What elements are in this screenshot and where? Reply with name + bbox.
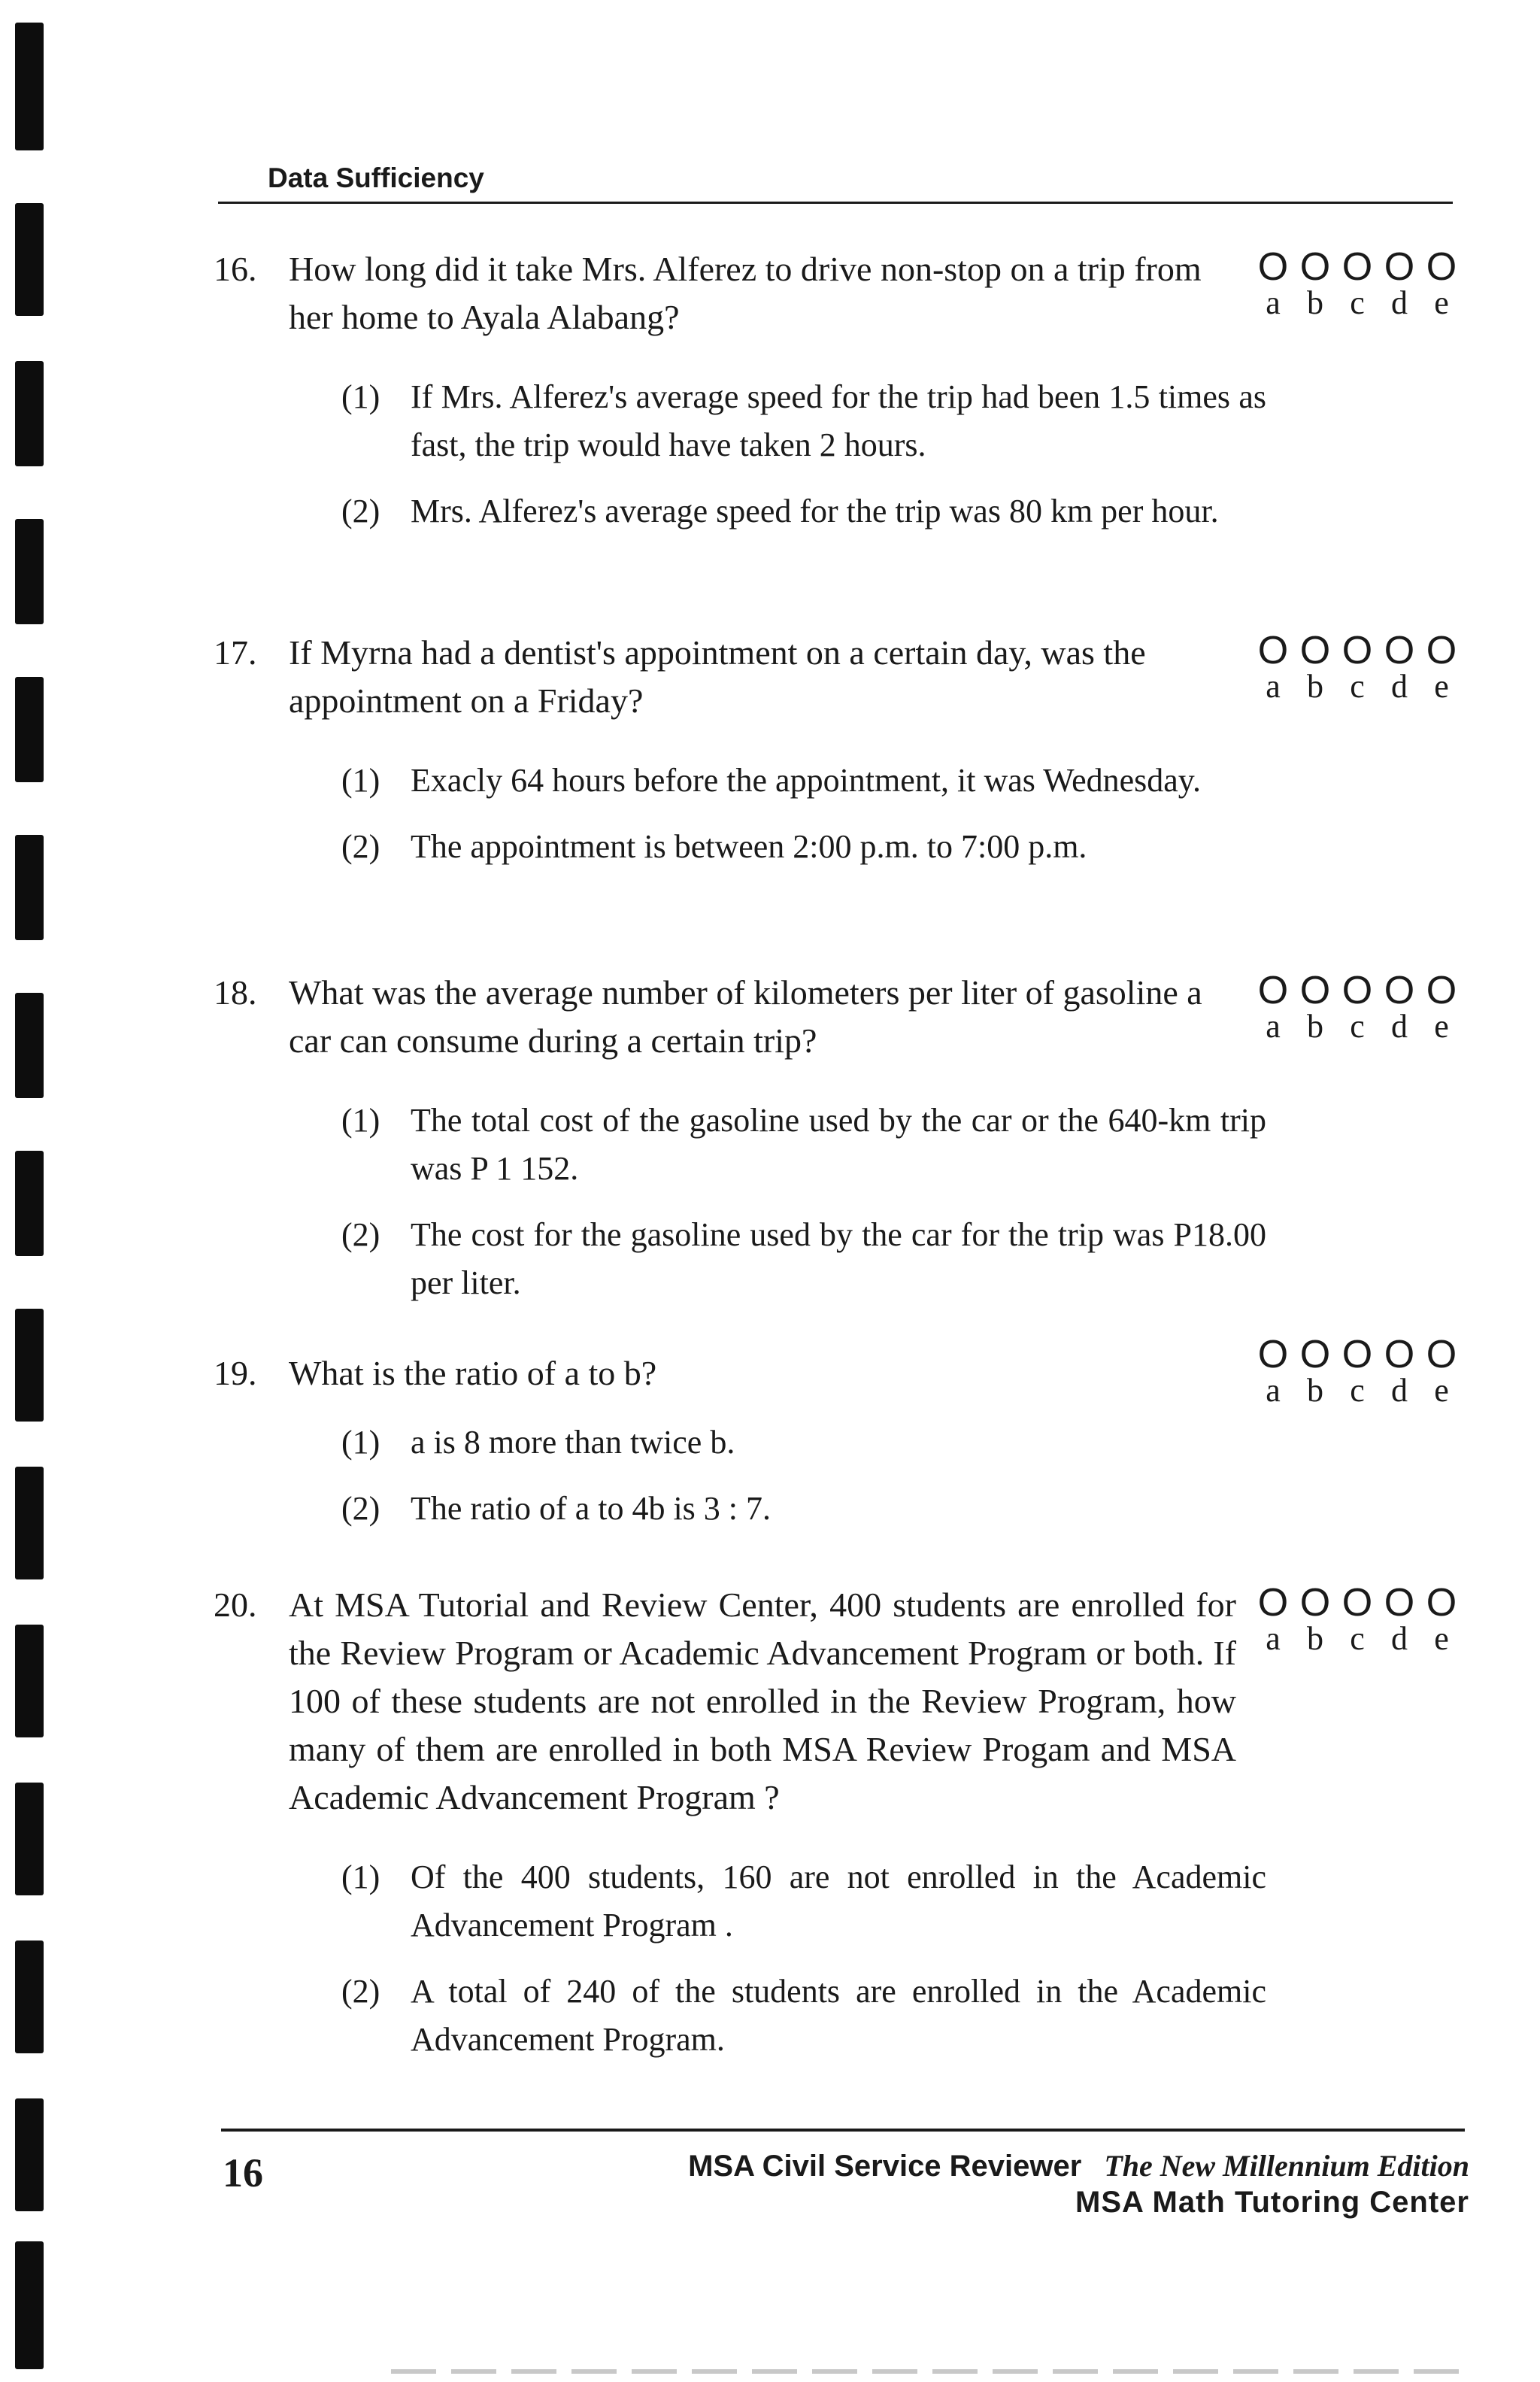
binding-hole <box>15 993 44 1098</box>
statements <box>341 1419 1266 1533</box>
statement-text: A total of 240 of the students are enrolled in the Academic Advancement Program. <box>411 1973 1266 2058</box>
statements <box>341 1097 1266 1307</box>
header-rule <box>218 202 1453 204</box>
question-17 <box>214 629 1477 889</box>
statement-1 <box>341 1853 1266 1950</box>
question-number: 17. <box>214 633 257 672</box>
binding-hole <box>15 1625 44 1737</box>
answer-bubble-a[interactable]: O <box>1257 1333 1289 1376</box>
choice-letter-e: e <box>1434 1372 1449 1409</box>
binding-hole <box>15 2098 44 2211</box>
statement-1 <box>341 757 1266 805</box>
choice-letter-e: e <box>1434 1008 1449 1045</box>
question-text: At MSA Tutorial and Review Center, 400 students are enrolled for the Review Program or Academic Advancement Program or both. If 100 of these students are not enrolled in the Review Program, how many of them are enrolled in both MSA Review Progam and MSA Academic Advancement Program ? <box>289 1585 1236 1816</box>
answer-bubble-a[interactable]: O <box>1257 629 1289 672</box>
answer-bubbles <box>1256 969 1459 1045</box>
publisher-name: MSA Math Tutoring Center <box>1075 2186 1469 2219</box>
choice-letter-c: c <box>1350 668 1365 705</box>
answer-bubble-c[interactable]: O <box>1341 245 1373 289</box>
question-number: 20. <box>214 1585 257 1624</box>
statement-text: If Mrs. Alferez's average speed for the trip had been 1.5 times as fast, the trip would have taken 2 hours. <box>411 378 1266 463</box>
answer-bubbles <box>1256 1581 1459 1657</box>
statement-text: Of the 400 students, 160 are not enrolled in the Academic Advancement Program . <box>411 1859 1266 1944</box>
statement-number: (2) <box>341 1216 380 1253</box>
statement-text: Exacly 64 hours before the appointment, it was Wednesday. <box>411 762 1201 799</box>
answer-bubble-d[interactable]: O <box>1384 1333 1415 1376</box>
binding-hole <box>15 203 44 316</box>
statement-number: (2) <box>341 1973 380 2010</box>
binding-hole <box>15 519 44 624</box>
binding-hole <box>15 1940 44 2053</box>
statement-text: The ratio of a to 4b is 3 : 7. <box>411 1490 772 1527</box>
answer-bubble-b[interactable]: O <box>1299 969 1331 1012</box>
spiral-binding <box>15 0 45 2382</box>
answer-bubble-b[interactable]: O <box>1299 245 1331 289</box>
footer-publisher-line <box>1075 2184 1469 2220</box>
answer-bubble-e[interactable]: O <box>1426 1581 1457 1625</box>
choice-letter-b: b <box>1307 1372 1323 1409</box>
edition-label: The New Millennium Edition <box>1104 2149 1469 2183</box>
answer-bubbles <box>1256 629 1459 705</box>
statement-number: (2) <box>341 828 380 865</box>
question-number: 19. <box>214 1354 257 1392</box>
choice-letter-e: e <box>1434 1620 1449 1657</box>
question-text: If Myrna had a dentist's appointment on a certain day, was the appointment on a Friday? <box>289 633 1146 720</box>
choice-letter-c: c <box>1350 1372 1365 1409</box>
page-number: 16 <box>223 2150 263 2195</box>
answer-bubble-a[interactable]: O <box>1257 245 1289 289</box>
answer-bubbles <box>1256 245 1459 321</box>
choice-letter-d: d <box>1391 284 1408 321</box>
answer-bubble-d[interactable]: O <box>1384 969 1415 1012</box>
footer-book-line <box>688 2148 1469 2183</box>
binding-hole <box>15 23 44 150</box>
statement-number: (1) <box>341 1424 380 1461</box>
choice-letter-b: b <box>1307 668 1323 705</box>
statement-text: The cost for the gasoline used by the car for the trip was P18.00 per liter. <box>411 1216 1266 1301</box>
choice-letter-a: a <box>1266 668 1281 705</box>
binding-hole <box>15 835 44 940</box>
question-text: What was the average number of kilometers per liter of gasoline a car can consume during a certain trip? <box>289 973 1202 1060</box>
answer-bubble-e[interactable]: O <box>1426 245 1457 289</box>
binding-hole <box>15 1309 44 1422</box>
choice-letter-c: c <box>1350 284 1365 321</box>
scan-artifact <box>391 2369 1459 2374</box>
choice-letter-a: a <box>1266 1620 1281 1657</box>
question-16 <box>214 245 1477 554</box>
answer-bubble-b[interactable]: O <box>1299 629 1331 672</box>
choice-letter-b: b <box>1307 1620 1323 1657</box>
question-text: How long did it take Mrs. Alferez to drive non-stop on a trip from her home to Ayala Alabang? <box>289 250 1202 336</box>
statement-number: (2) <box>341 493 380 530</box>
choice-letter-a: a <box>1266 284 1281 321</box>
statement-number: (1) <box>341 1102 380 1139</box>
statement-1 <box>341 373 1266 469</box>
statement-text: The appointment is between 2:00 p.m. to 7:00 p.m. <box>411 828 1087 865</box>
statement-2 <box>341 823 1266 871</box>
question-20 <box>214 1581 1477 2082</box>
answer-bubble-c[interactable]: O <box>1341 1581 1373 1625</box>
answer-bubble-e[interactable]: O <box>1426 1333 1457 1376</box>
statements <box>341 1853 1266 2064</box>
choice-letter-d: d <box>1391 1008 1408 1045</box>
answer-bubble-c[interactable]: O <box>1341 1333 1373 1376</box>
statement-number: (1) <box>341 378 380 415</box>
statement-2 <box>341 1968 1266 2064</box>
statement-1 <box>341 1097 1266 1193</box>
question-number: 18. <box>214 973 257 1012</box>
binding-hole <box>15 361 44 466</box>
statement-text: Mrs. Alferez's average speed for the trip was 80 km per hour. <box>411 493 1219 530</box>
choice-letter-e: e <box>1434 284 1449 321</box>
answer-bubble-e[interactable]: O <box>1426 629 1457 672</box>
answer-bubble-c[interactable]: O <box>1341 629 1373 672</box>
statement-number: (1) <box>341 762 380 799</box>
statement-text: a is 8 more than twice b. <box>411 1424 735 1461</box>
statement-number: (2) <box>341 1490 380 1527</box>
choice-letter-b: b <box>1307 284 1323 321</box>
choice-letter-a: a <box>1266 1372 1281 1409</box>
statement-1 <box>341 1419 1266 1467</box>
question-text: What is the ratio of a to b? <box>289 1354 657 1392</box>
choice-letter-a: a <box>1266 1008 1281 1045</box>
answer-bubbles <box>1256 1333 1459 1409</box>
binding-hole <box>15 2241 44 2369</box>
question-number: 16. <box>214 250 257 288</box>
statement-2 <box>341 1211 1266 1307</box>
answer-bubble-c[interactable]: O <box>1341 969 1373 1012</box>
choice-letter-d: d <box>1391 668 1408 705</box>
choice-letter-c: c <box>1350 1008 1365 1045</box>
book-title: MSA Civil Service Reviewer <box>688 2150 1082 2183</box>
binding-hole <box>15 1783 44 1895</box>
choice-letter-c: c <box>1350 1620 1365 1657</box>
answer-bubble-d[interactable]: O <box>1384 1581 1415 1625</box>
choice-letter-d: d <box>1391 1620 1408 1657</box>
choice-letter-b: b <box>1307 1008 1323 1045</box>
section-title: Data Sufficiency <box>268 162 484 193</box>
answer-bubble-d[interactable]: O <box>1384 245 1415 289</box>
question-18 <box>214 969 1477 1325</box>
statement-text: The total cost of the gasoline used by the car or the 640-km trip was P 1 152. <box>411 1102 1266 1187</box>
choice-letter-e: e <box>1434 668 1449 705</box>
choice-letter-d: d <box>1391 1372 1408 1409</box>
statement-2 <box>341 487 1266 536</box>
answer-bubble-e[interactable]: O <box>1426 969 1457 1012</box>
footer-rule <box>221 2129 1465 2132</box>
answer-bubble-a[interactable]: O <box>1257 1581 1289 1625</box>
answer-bubble-a[interactable]: O <box>1257 969 1289 1012</box>
binding-hole <box>15 1467 44 1579</box>
answer-bubble-b[interactable]: O <box>1299 1333 1331 1376</box>
statements <box>341 757 1266 871</box>
question-19 <box>214 1333 1477 1551</box>
statements <box>341 373 1266 536</box>
answer-bubble-b[interactable]: O <box>1299 1581 1331 1625</box>
binding-hole <box>15 1151 44 1256</box>
statement-2 <box>341 1485 1266 1533</box>
answer-bubble-d[interactable]: O <box>1384 629 1415 672</box>
statement-number: (1) <box>341 1859 380 1895</box>
binding-hole <box>15 677 44 782</box>
